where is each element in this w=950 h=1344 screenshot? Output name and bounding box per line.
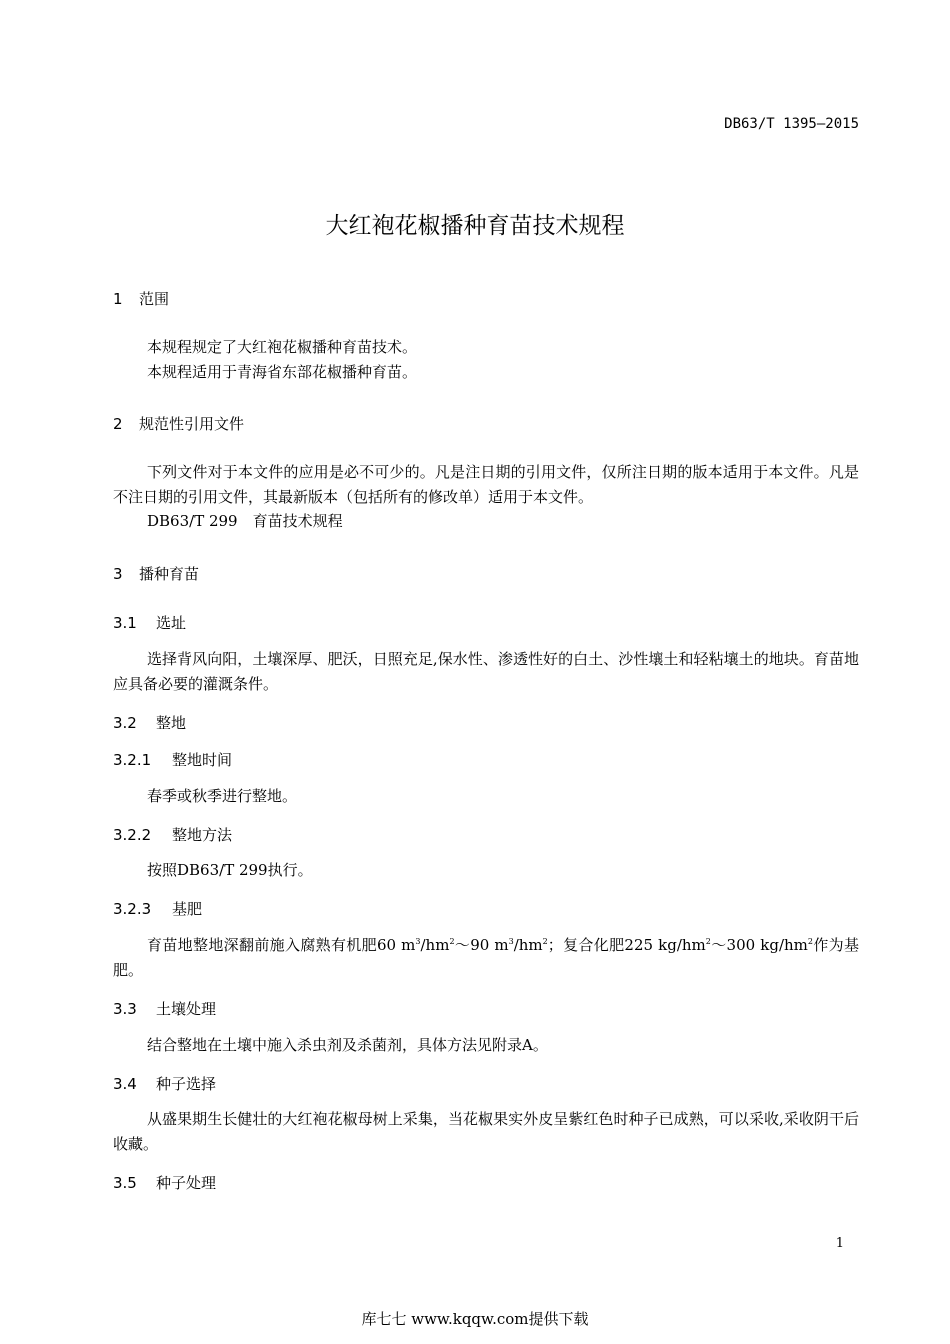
- paragraph: 结合整地在土壤中施入杀虫剂及杀菌剂，具体方法见附录A。: [147, 1036, 548, 1054]
- section-title: 整地方法: [172, 826, 233, 844]
- section-number: 3.5: [113, 1174, 137, 1192]
- section-title: 土壤处理: [156, 1000, 217, 1018]
- section-heading-1: [113, 288, 169, 309]
- paragraph: 按照DB63/T 299执行。: [147, 861, 313, 879]
- standard-code: DB63/T 1395—2015: [724, 116, 859, 132]
- section-number: 2: [113, 415, 123, 433]
- section-number: 3.3: [113, 1000, 137, 1018]
- paragraph: 从盛果期生长健壮的大红袍花椒母树上采集，当花椒果实外皮呈紫红色时种子已成熟，可以采收,采收阴干后收藏。: [113, 1110, 859, 1153]
- section-title: 种子处理: [156, 1174, 217, 1192]
- section-title: 选址: [156, 614, 187, 632]
- paragraph: 选择背风向阳，土壤深厚、肥沃，日照充足,保水性、渗透性好的白土、沙性壤土和轻粘壤土的地块。育苗地应具备必要的灌溉条件。: [113, 650, 859, 693]
- subsection-heading-3-4: [113, 1073, 216, 1094]
- section-number: 3.2.3: [113, 900, 152, 918]
- section-heading-3: [113, 563, 199, 584]
- subsection-heading-3-2-3: [113, 898, 202, 919]
- section-title: 范围: [139, 290, 170, 308]
- paragraph: 本规程规定了大红袍花椒播种育苗技术。: [147, 338, 418, 356]
- section-heading-2: [113, 413, 244, 434]
- paragraph-fertilizer: 育苗地整地深翻前施入腐熟有机肥60 $m^3/hm^2\sim 90$ $m^3/hm^2$；复合化肥225 $kg/hm^2\sim 300$ $kg/hm^2$作为基肥。: [113, 936, 859, 979]
- subsection-heading-3-2-1: [113, 749, 232, 770]
- section-title: 种子选择: [156, 1075, 217, 1093]
- subsection-heading-3-2-2: [113, 824, 232, 845]
- section-number: 3.2.2: [113, 826, 152, 844]
- section-title: 整地: [156, 714, 187, 732]
- paragraph: 下列文件对于本文件的应用是必不可少的。凡是注日期的引用文件，仅所注日期的版本适用于本文件。凡是不注日期的引用文件，其最新版本（包括所有的修改单）适用于本文件。: [113, 463, 859, 506]
- subsection-heading-3-1: [113, 612, 186, 633]
- subsection-heading-3-3: [113, 998, 216, 1019]
- section-number: 3.2.1: [113, 751, 152, 769]
- paragraph: 春季或秋季进行整地。: [147, 787, 298, 805]
- section-number: 3.2: [113, 714, 137, 732]
- page-number: 1: [835, 1236, 844, 1251]
- paragraph: 本规程适用于青海省东部花椒播种育苗。: [147, 363, 418, 381]
- subsection-heading-3-2: [113, 712, 186, 733]
- section-number: 3.1: [113, 614, 137, 632]
- section-title: 整地时间: [172, 751, 233, 769]
- section-number: 3: [113, 565, 123, 583]
- section-title: 播种育苗: [139, 565, 200, 583]
- section-title: 基肥: [172, 900, 203, 918]
- section-number: 3.4: [113, 1075, 137, 1093]
- document-title: 大红袍花椒播种育苗技术规程: [325, 213, 625, 239]
- normative-reference: DB63/T 299 育苗技术规程: [147, 512, 343, 530]
- section-number: 1: [113, 290, 123, 308]
- subsection-heading-3-5: [113, 1172, 216, 1193]
- download-footer: 库七七 www.kqqw.com提供下载: [361, 1310, 589, 1328]
- section-title: 规范性引用文件: [139, 415, 245, 433]
